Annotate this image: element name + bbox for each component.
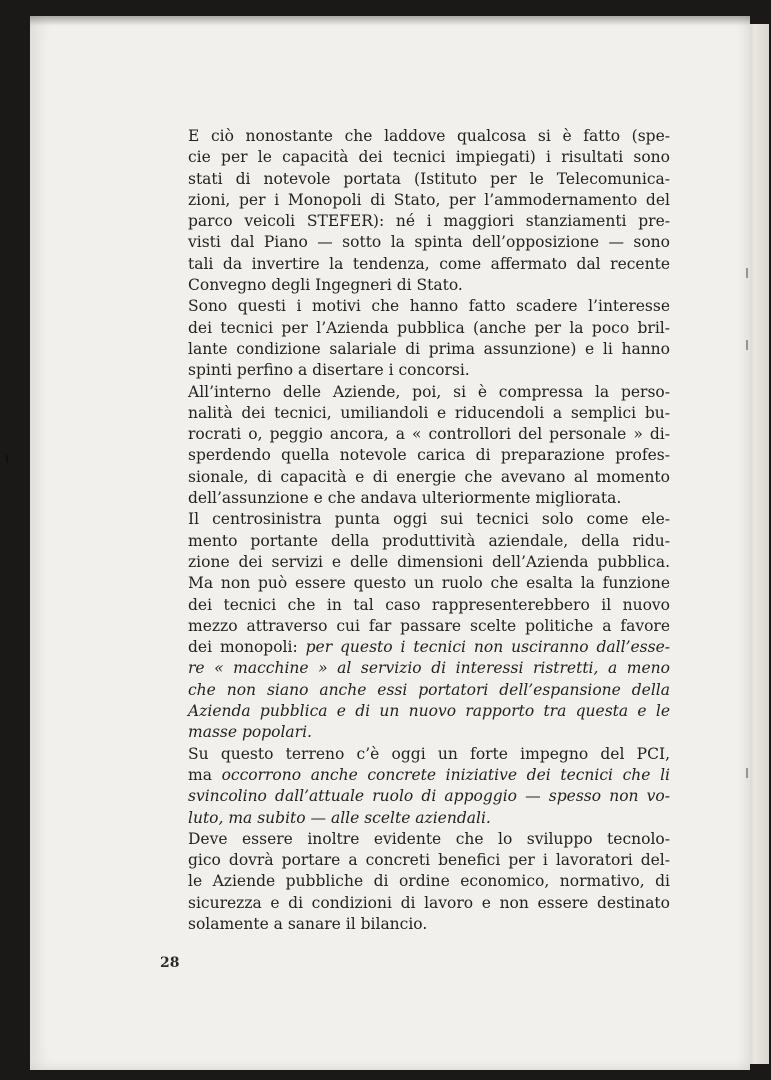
italic-text: per questo i tecnici non usciranno dall’esse- <box>305 638 670 657</box>
text-line: sionale, di capacità e di energie che avevano al momento <box>188 467 670 486</box>
text-line: visti dal Piano — sotto la spinta dell’opposizione — sono <box>188 233 670 252</box>
text-line: Sono questi i motivi che hanno fatto scadere l’interesse <box>188 297 670 316</box>
text-line: mento portante della produttività aziendale, della ridu- <box>188 531 670 550</box>
text-line: cie per le capacità dei tecnici impiegati) i risultati sono <box>188 148 670 167</box>
text-line: gico dovrà portare a concreti benefici per i lavoratori del- <box>188 851 670 870</box>
text-line: Convegno degli Ingegneri di Stato. <box>188 276 463 295</box>
text-line: masse popolari. <box>188 723 312 742</box>
text-line: Il centrosinistra punta oggi sui tecnici solo come ele- <box>188 510 670 529</box>
paragraph-3 <box>160 382 670 510</box>
text-line: dei tecnici che in tal caso rappresenterebbero il nuovo <box>188 595 670 614</box>
text-line: Ma non può essere questo un ruolo che esalta la funzione <box>188 574 670 593</box>
margin-mark <box>746 340 748 350</box>
text-line: rocrati o, peggio ancora, a « controllori del personale » di- <box>188 425 670 444</box>
text-line: spinti perfino a disertare i concorsi. <box>188 361 470 380</box>
text-line: Deve essere inoltre evidente che lo sviluppo tecnolo- <box>188 829 670 848</box>
text-line: All’interno delle Aziende, poi, si è compressa la perso- <box>188 382 670 401</box>
text-line: svincolino dall’attuale ruolo di appoggio — spesso non vo- <box>188 787 670 806</box>
italic-text: occorrono anche concrete iniziative dei tecnici che li <box>221 765 670 784</box>
paragraph-6 <box>160 829 670 935</box>
paragraph-4 <box>160 509 670 743</box>
text-line: E ciò nonostante che laddove qualcosa si è fatto (spe- <box>188 127 670 145</box>
roman-text: dei monopoli: <box>188 638 306 657</box>
text-line: zioni, per i Monopoli di Stato, per l’ammodernamento del <box>188 190 670 209</box>
page-top-shadow <box>30 16 750 26</box>
margin-mark <box>6 455 8 463</box>
text-line <box>160 765 670 786</box>
text-line: Su questo terreno c’è oggi un forte impegno del PCI, <box>188 744 670 763</box>
text-line: nalità dei tecnici, umiliandoli e riducendoli a semplici bu- <box>188 403 670 422</box>
text-line: solamente a sanare il bilancio. <box>188 914 428 933</box>
paragraph-2 <box>160 296 670 381</box>
text-line: stati di notevole portata (Istituto per le Telecomunica- <box>188 169 670 188</box>
body-text <box>160 126 670 935</box>
margin-mark <box>746 268 748 278</box>
text-line: Azienda pubblica e di un nuovo rapporto tra questa e le <box>188 702 670 721</box>
text-line: re « macchine » al servizio di interessi ristretti, a meno <box>188 659 670 678</box>
text-line: luto, ma subito — alle scelte aziendali. <box>188 808 491 827</box>
text-line: zione dei servizi e delle dimensioni dell’Azienda pubblica. <box>188 552 670 571</box>
text-line <box>160 637 670 658</box>
text-line: dell’assunzione e che andava ulteriormente migliorata. <box>188 489 622 508</box>
text-line: sperdendo quella notevole carica di preparazione profes- <box>188 446 670 465</box>
margin-mark <box>746 768 748 778</box>
text-line: mezzo attraverso cui far passare scelte politiche a favore <box>188 616 670 635</box>
text-line: dei tecnici per l’Azienda pubblica (anche per la poco bril- <box>188 318 670 337</box>
text-line: che non siano anche essi portatori dell’espansione della <box>188 680 670 699</box>
text-line: lante condizione salariale di prima assunzione) e li hanno <box>188 339 670 358</box>
text-line: sicurezza e di condizioni di lavoro e non essere destinato <box>188 893 670 912</box>
text-line: le Aziende pubbliche di ordine economico, normativo, di <box>188 872 670 891</box>
roman-text: ma <box>188 765 222 784</box>
paragraph-1 <box>160 126 670 296</box>
paragraph-5 <box>160 744 670 829</box>
text-line: parco veicoli STEFER): né i maggiori stanziamenti pre- <box>188 212 670 231</box>
page-number: 28 <box>160 955 180 971</box>
text-line: tali da invertire la tendenza, come affermato dal recente <box>188 254 670 273</box>
